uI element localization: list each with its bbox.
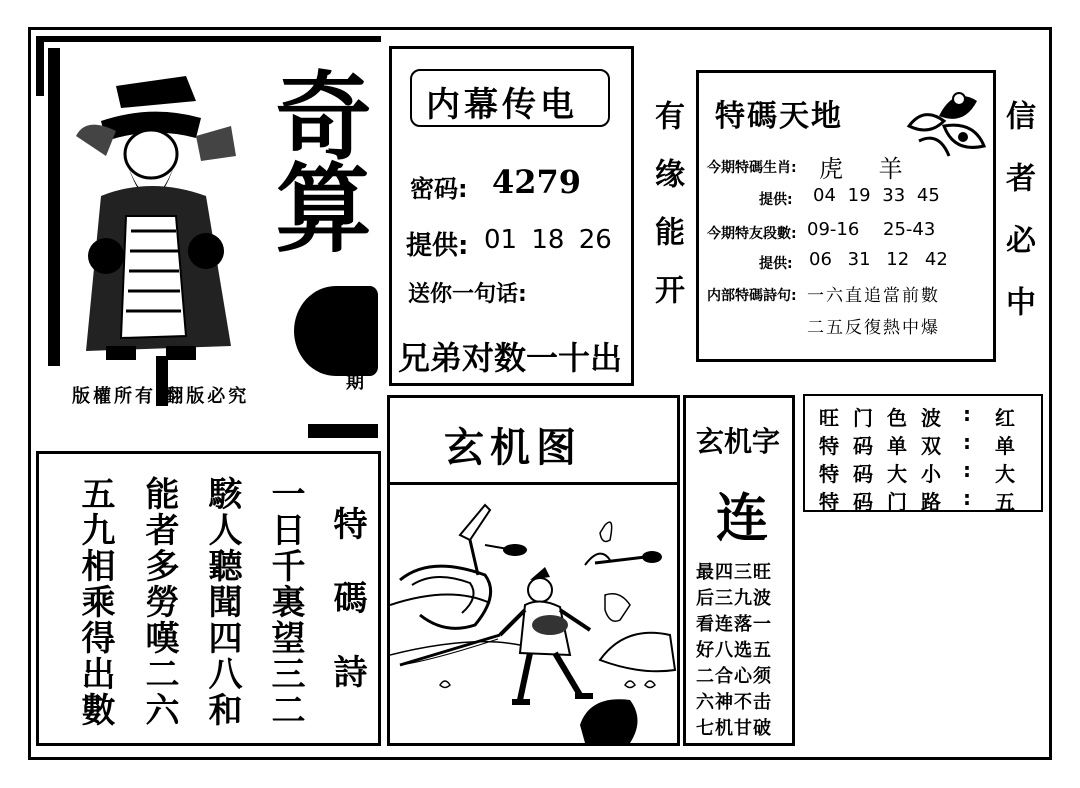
tema-tiandi-box	[696, 70, 996, 362]
tema-tiandi-title: 特碼天地	[715, 99, 843, 134]
provide-values: 01 18 26	[484, 225, 612, 255]
xuanji-zi-line: 好八选五	[696, 640, 772, 661]
xuanji-tu-title-box	[387, 395, 680, 485]
xinzhe-text: 信者必中	[1000, 100, 1035, 348]
xuanji-zi-line: 最四三旺	[696, 562, 772, 583]
attributes-box	[803, 394, 1043, 512]
poem-line-2: 二五反復熱中爆	[807, 318, 940, 338]
zodiac-values: 虎 羊	[819, 155, 903, 183]
segment-label: 今期特友段數:	[707, 226, 797, 242]
poem-title: 特碼詩	[327, 506, 367, 728]
saying-label: 送你一句话:	[408, 282, 527, 307]
segment-provide-label: 提供:	[759, 256, 793, 272]
attr-colon: :	[963, 486, 971, 510]
decorative-bar	[36, 36, 381, 42]
xuanji-zi-line: 看连落一	[696, 614, 772, 635]
segment-values: 09-16 25-43	[807, 219, 936, 240]
flower-icon	[899, 81, 989, 161]
attr-label: 特码大小	[819, 462, 955, 486]
decorative-bar	[36, 36, 44, 96]
poem-line-1: 一六直追當前數	[807, 286, 940, 306]
attr-label: 旺门色波	[819, 406, 955, 430]
saying-text: 兄弟对数一十出	[398, 339, 623, 377]
attr-label: 特码门路	[819, 490, 955, 514]
decorative-bar	[308, 424, 378, 438]
segment-provide-values: 06 31 12 42	[809, 249, 948, 270]
code-value: 4279	[492, 163, 582, 201]
side-char: 期	[346, 372, 364, 393]
xuanji-zi-line: 二合心须	[696, 666, 772, 687]
poem-column: 駭人聽聞四八和	[202, 476, 242, 728]
xuanji-zi-line: 六神不击	[696, 692, 772, 713]
xuanji-tu-illustration-box	[387, 482, 680, 746]
zodiac-provide-label: 提供:	[759, 192, 793, 208]
copyright-text: 版權所有 翻版必究	[72, 386, 250, 407]
poem-column: 五九相乘得出數	[75, 476, 115, 728]
neimu-title: 内幕传电	[426, 85, 578, 125]
xuanji-zi-box	[683, 395, 795, 746]
mystery-illustration	[390, 485, 677, 743]
neimu-box	[389, 46, 634, 386]
attr-colon: :	[963, 458, 971, 482]
zodiac-label: 今期特碼生肖:	[707, 160, 797, 176]
attr-value: 五	[995, 490, 1015, 514]
youyuan-text: 有缘能开	[649, 100, 684, 332]
xuanji-zi-line: 七机甘破	[696, 718, 772, 739]
attr-colon: :	[963, 402, 971, 426]
big-title: 奇算	[260, 66, 373, 250]
provide-label: 提供:	[406, 231, 469, 261]
attr-label: 特码单双	[819, 434, 955, 458]
deity-illustration	[46, 46, 251, 368]
xuanji-zi-line: 后三九波	[696, 588, 772, 609]
poem-column: 能者多勞嘆二六	[139, 476, 179, 728]
attr-colon: :	[963, 430, 971, 454]
decorative-blob	[294, 286, 378, 376]
poem-label: 内部特碼詩句:	[707, 288, 797, 304]
attr-value: 单	[995, 434, 1015, 458]
xuanji-tu-title: 玄机图	[444, 425, 582, 471]
zodiac-provide-values: 04 19 33 45	[813, 185, 940, 206]
poem-column: 一日千裏望三二	[265, 476, 305, 728]
attr-value: 大	[995, 462, 1015, 486]
xuanji-zi-char: 连	[716, 489, 769, 549]
left-panel	[36, 36, 381, 446]
code-label: 密码:	[410, 175, 468, 203]
xuanji-zi-title: 玄机字	[696, 425, 781, 458]
attr-value: 红	[995, 406, 1015, 430]
